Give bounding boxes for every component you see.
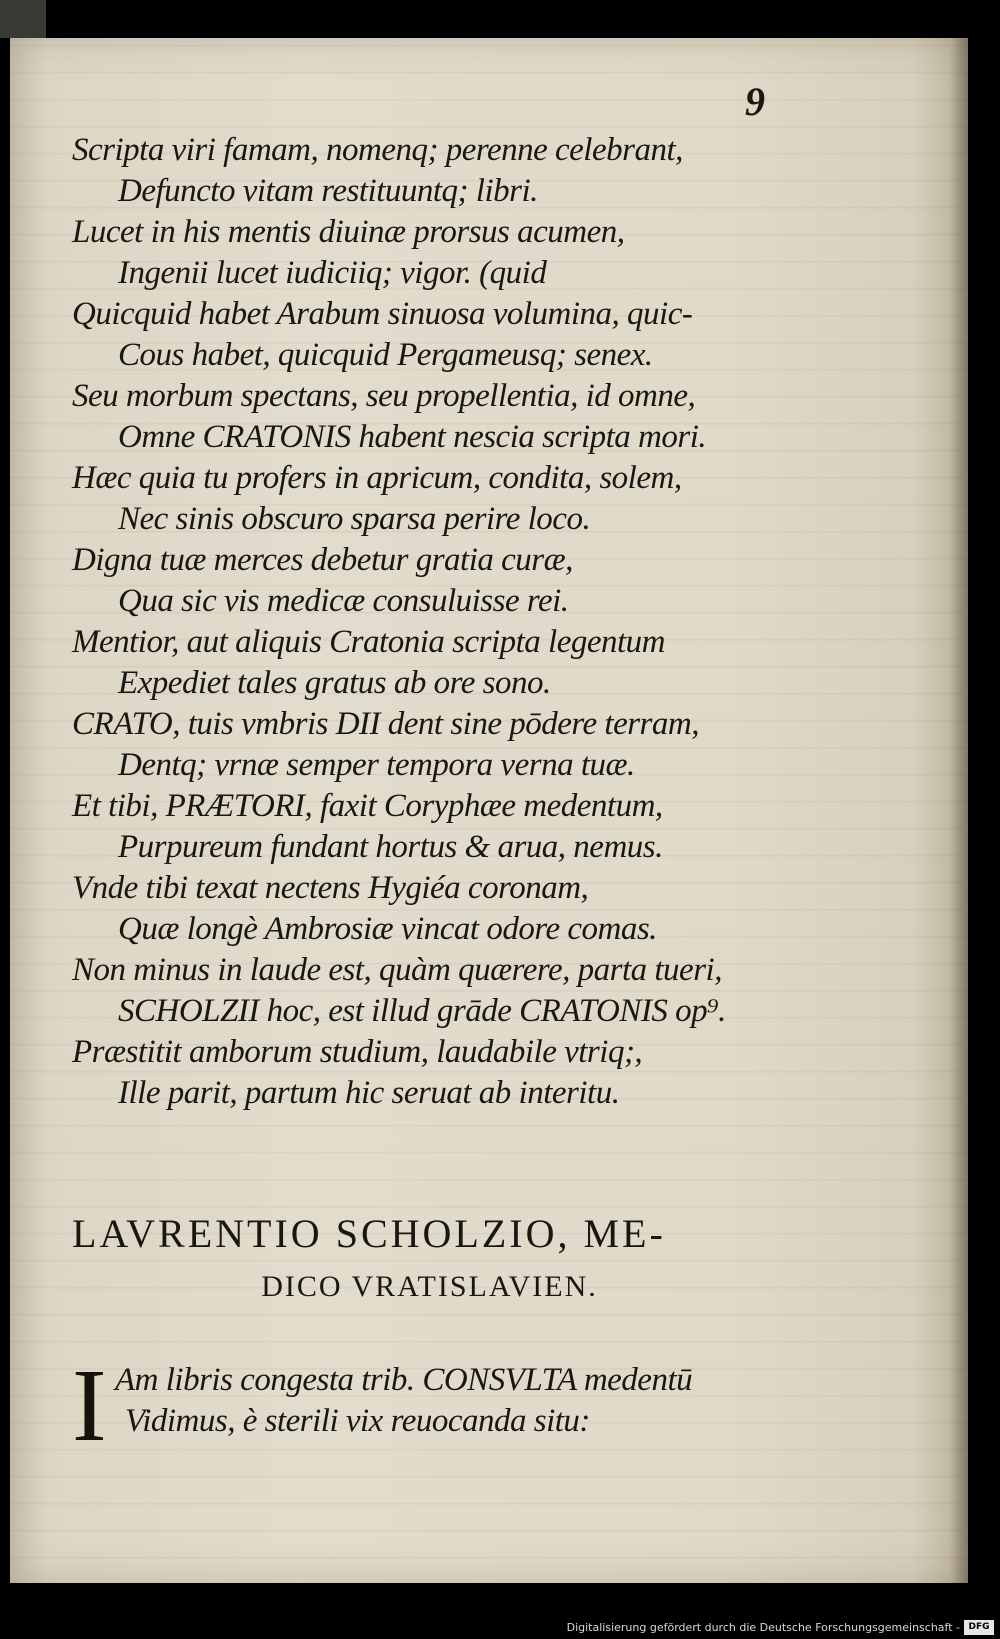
verse-line: Præstitit amborum studium, laudabile vtriq;, bbox=[72, 1034, 643, 1070]
verse-line: Nec sinis obscuro sparsa perire loco. bbox=[118, 501, 591, 537]
verse-line: Hæc quia tu profers in apricum, condita, solem, bbox=[72, 460, 682, 496]
poem-block bbox=[72, 130, 787, 1114]
verse-line: Dentq; vrnæ semper tempora verna tuæ. bbox=[118, 747, 635, 783]
book-page bbox=[10, 38, 968, 1583]
verse-line: Ille parit, partum hic seruat ab interitu. bbox=[118, 1075, 620, 1111]
verse-line: Purpureum fundant hortus & arua, nemus. bbox=[118, 829, 663, 865]
verse-line: Et tibi, PRÆTORI, faxit Coryphæe medentum, bbox=[72, 788, 663, 824]
drop-capital: I bbox=[72, 1348, 107, 1463]
verse-line: Quicquid habet Arabum sinuosa volumina, quic- bbox=[72, 296, 693, 332]
verse-line: Cous habet, quicquid Pergameusq; senex. bbox=[118, 337, 653, 373]
verse-line: Seu morbum spectans, seu propellentia, id omne, bbox=[72, 378, 696, 414]
funding-credit: Digitalisierung gefördert durch die Deutsche Forschungsgemeinschaft - bbox=[566, 1621, 960, 1634]
verse-line: Quæ longè Ambrosiæ vincat odore comas. bbox=[118, 911, 657, 947]
section-heading: LAVRENTIO SCHOLZIO, ME- bbox=[72, 1211, 666, 1256]
verse-line: Defuncto vitam restituuntq; libri. bbox=[118, 173, 538, 209]
section-subheading: DICO VRATISLAVIEN. bbox=[261, 1270, 598, 1303]
verse-line: Digna tuæ merces debetur gratia curæ, bbox=[72, 542, 573, 578]
verse-line: Lucet in his mentis diuinæ prorsus acumen, bbox=[72, 214, 625, 250]
verse-line: Expediet tales gratus ab ore sono. bbox=[118, 665, 551, 701]
verse-line: CRATO, tuis vmbris DII dent sine pōdere terram, bbox=[72, 706, 699, 742]
digitization-footer bbox=[0, 1617, 1000, 1639]
verse-line: Scripta viri famam, nomenq; perenne celebrant, bbox=[72, 132, 683, 168]
page-edge-shadow bbox=[950, 38, 968, 1583]
verse-line: Ingenii lucet iudiciiq; vigor. (quid bbox=[118, 255, 547, 291]
second-poem-block bbox=[115, 1360, 795, 1442]
verse-line: Qua sic vis medicæ consuluisse rei. bbox=[118, 583, 569, 619]
verse-line: Omne CRATONIS habent nescia scripta mori. bbox=[118, 419, 707, 455]
verse-line: Am libris congesta trib. CONSVLTA medentū bbox=[115, 1362, 693, 1398]
verse-line: Vnde tibi texat nectens Hygiéa coronam, bbox=[72, 870, 589, 906]
verse-line: SCHOLZII hoc, est illud grāde CRATONIS op⁹. bbox=[118, 993, 726, 1029]
verse-line: Non minus in laude est, quàm quærere, parta tueri, bbox=[72, 952, 722, 988]
page-number: 9 bbox=[745, 79, 765, 124]
verse-line: Mentior, aut aliquis Cratonia scripta legentum bbox=[72, 624, 665, 660]
dfg-logo: DFG bbox=[964, 1620, 994, 1635]
scan-corner-artifact bbox=[0, 0, 46, 38]
verse-line: Vidimus, è sterili vix reuocanda situ: bbox=[125, 1403, 590, 1439]
